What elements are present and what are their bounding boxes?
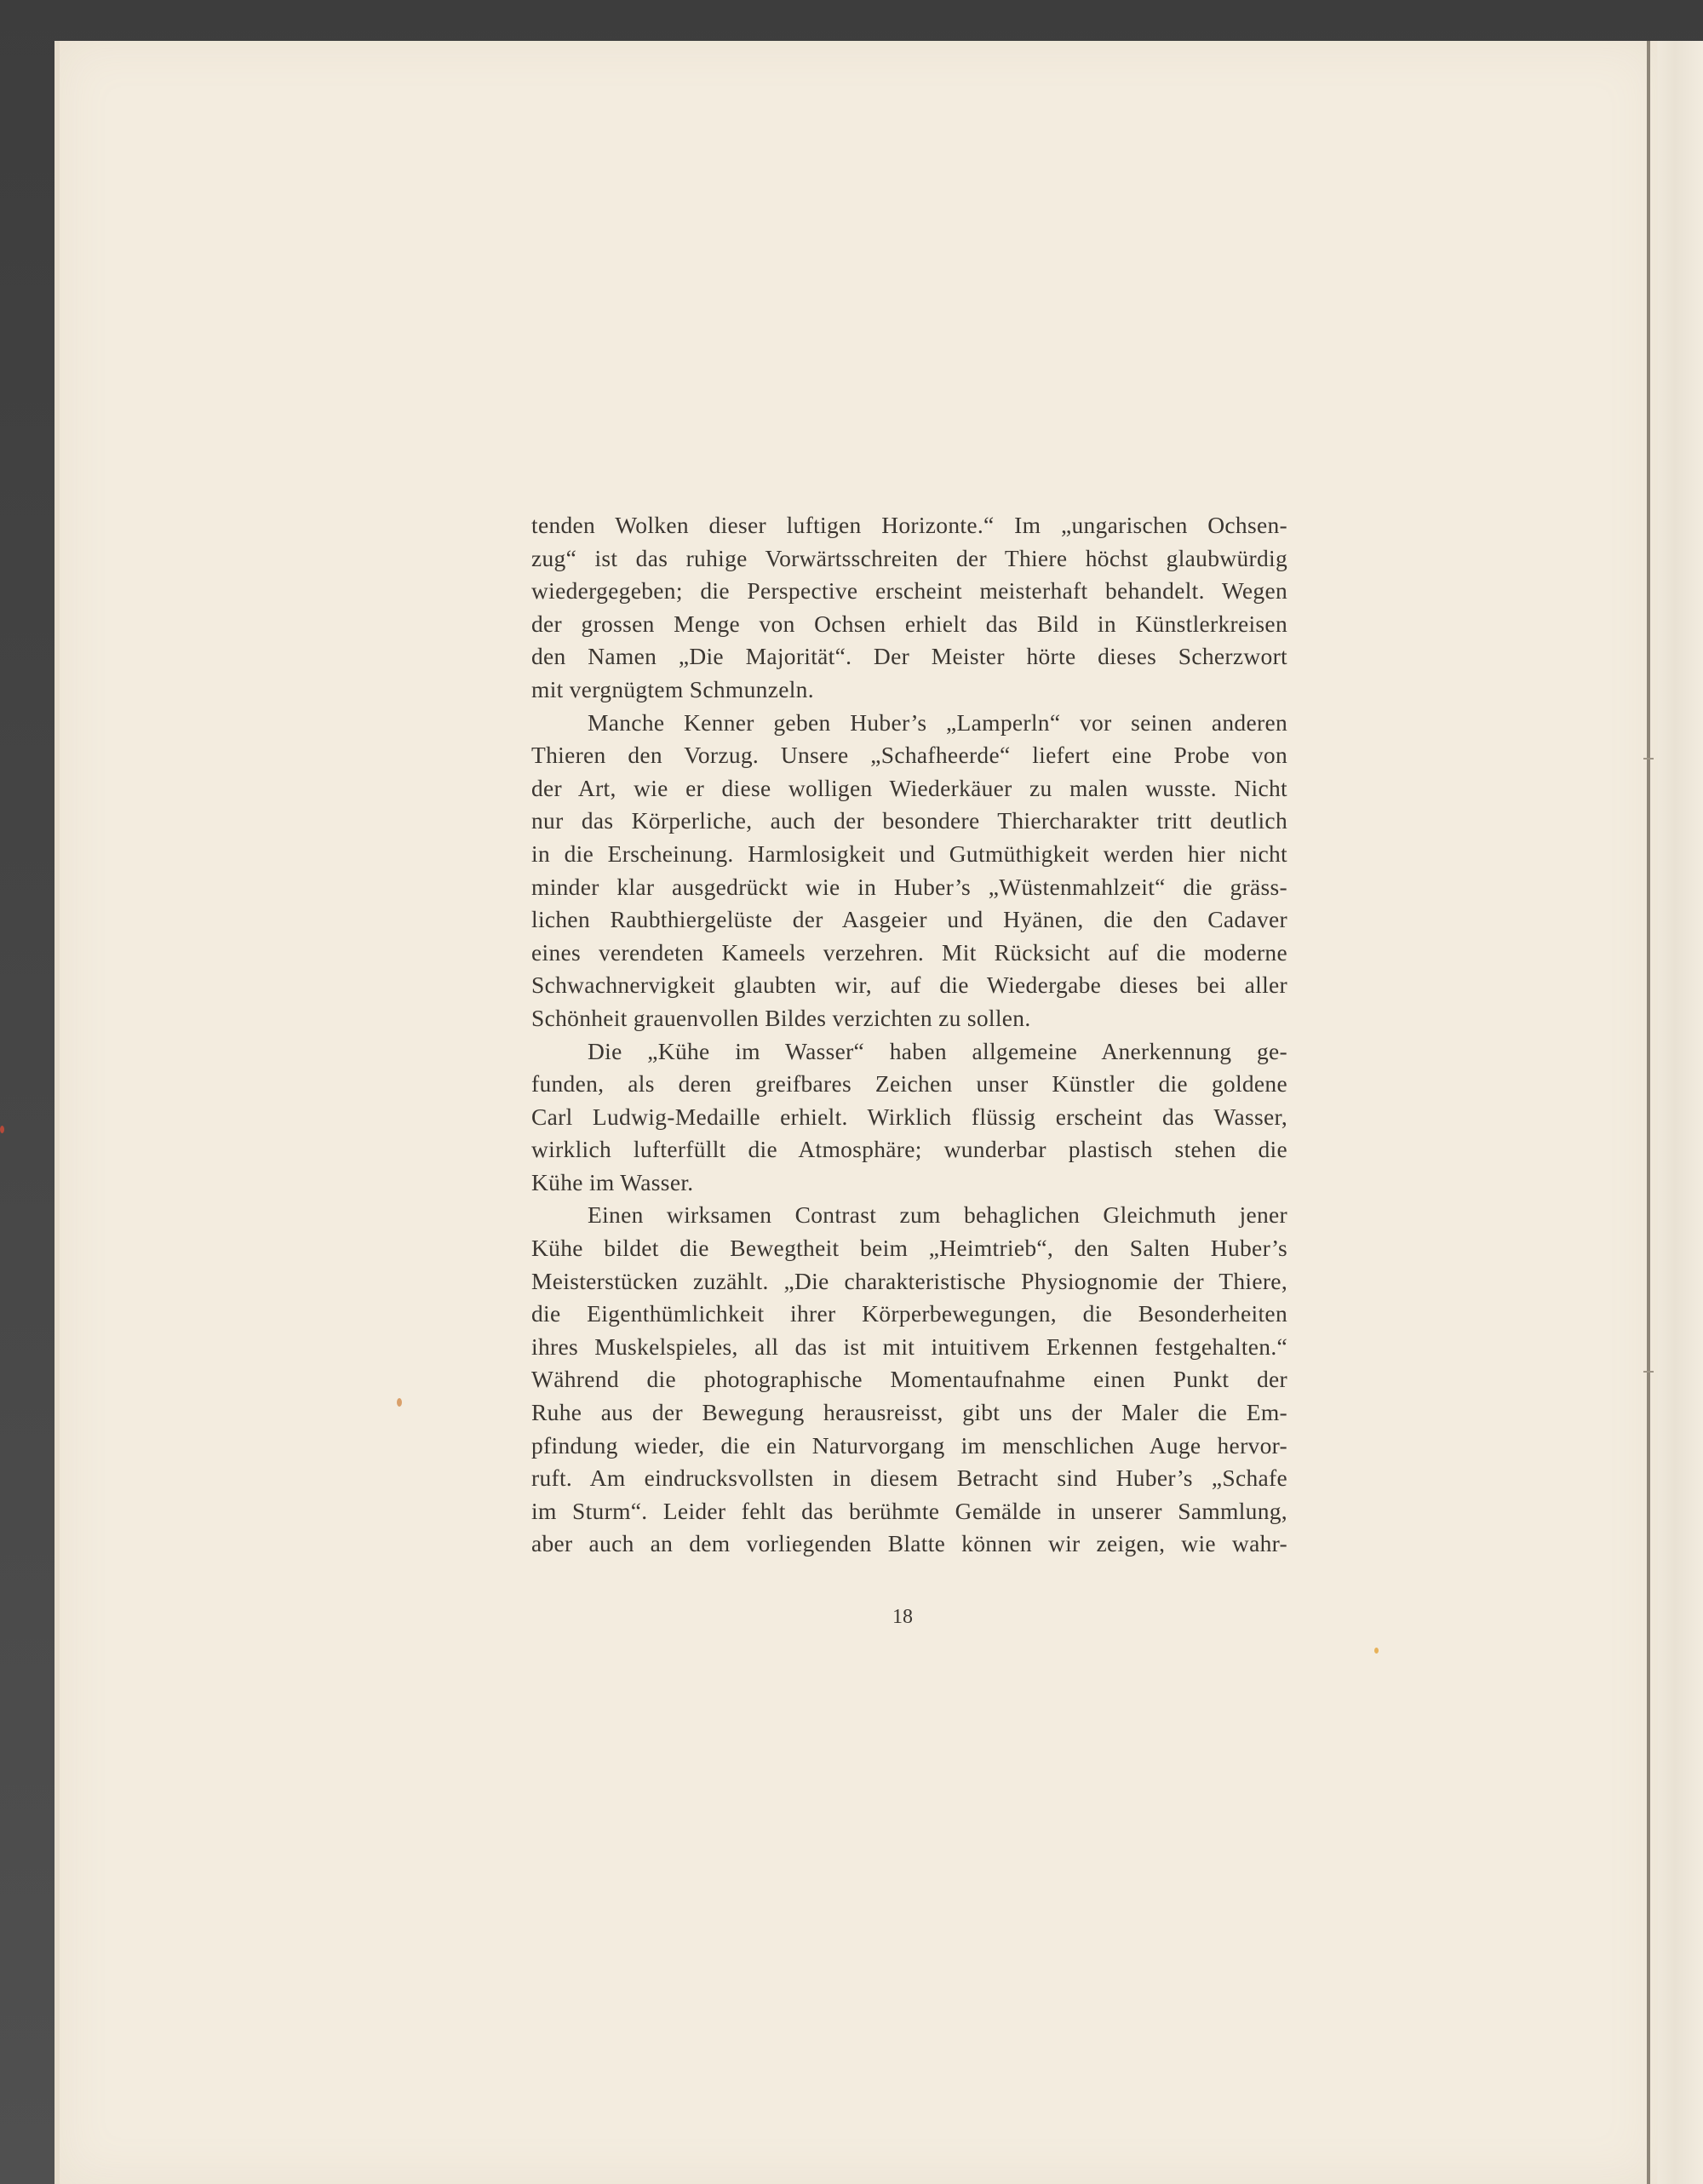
text-line: in die Erscheinung. Harmlosigkeit und Gutmüthigkeit werden hier nicht [531, 840, 1287, 867]
text-line: Einen wirksamen Contrast zum behaglichen Gleichmuth jener [588, 1201, 1287, 1229]
text-line: Die „Kühe im Wasser“ haben allgemeine Anerkennung ge- [588, 1037, 1287, 1064]
paper-speck [0, 1126, 4, 1133]
text-line: Kühe im Wasser. [531, 1168, 694, 1195]
text-line: im Sturm“. Leider fehlt das berühmte Gemälde in unserer Sammlung, [531, 1497, 1287, 1524]
text-line: die Eigenthümlichkeit ihrer Körperbewegungen, die Besonderheiten [531, 1300, 1287, 1327]
text-line: wirklich lufterfüllt die Atmosphäre; wunderbar plastisch stehen die [531, 1136, 1287, 1163]
text-line: Schwachnervigkeit glaubten wir, auf die Wiedergabe dieses bei aller [531, 972, 1287, 999]
paper-speck [1374, 1648, 1379, 1654]
text-line: minder klar ausgedrückt wie in Huber’s „Wüstenmahlzeit“ die gräss- [531, 873, 1287, 900]
text-line: Carl Ludwig-Medaille erhielt. Wirklich flüssig erscheint das Wasser, [531, 1103, 1287, 1130]
text-line: Meisterstücken zuzählt. „Die charakteristische Physiognomie der Thiere, [531, 1267, 1287, 1294]
text-line: der grossen Menge von Ochsen erhielt das Bild in Künstlerkreisen [531, 610, 1287, 637]
text-line: den Namen „Die Majorität“. Der Meister hörte dieses Scherzwort [531, 643, 1287, 670]
text-line: pfindung wieder, die ein Naturvorgang im menschlichen Auge hervor- [531, 1431, 1287, 1459]
page-number: 18 [892, 1606, 913, 1628]
edge-mark [1643, 758, 1654, 760]
text-line: eines verendeten Kameels verzehren. Mit Rücksicht auf die moderne [531, 938, 1287, 966]
text-line: mit vergnügtem Schmunzeln. [531, 675, 814, 702]
body-text [531, 509, 1287, 1561]
text-line: Manche Kenner geben Huber’s „Lamperln“ vor seinen anderen [588, 708, 1287, 736]
text-line: aber auch an dem vorliegenden Blatte können wir zeigen, wie wahr- [531, 1530, 1287, 1557]
text-line: Schönheit grauenvollen Bildes verzichten zu sollen. [531, 1004, 1031, 1031]
text-line: ihres Muskelspieles, all das ist mit intuitivem Erkennen festgehalten.“ [531, 1333, 1287, 1360]
text-line: wiedergegeben; die Perspective erscheint meisterhaft behandelt. Wegen [531, 577, 1287, 605]
text-line: ruft. Am eindrucksvollsten in diesem Betracht sind Huber’s „Schafe [531, 1465, 1287, 1492]
paper-speck [397, 1398, 402, 1407]
text-line: Thieren den Vorzug. Unsere „Schafheerde“ liefert eine Probe von [531, 742, 1287, 769]
text-line: der Art, wie er diese wolligen Wiederkäuer zu malen wusste. Nicht [531, 774, 1287, 801]
text-line: Während die photographische Momentaufnahme einen Punkt der [531, 1366, 1287, 1393]
text-line: Kühe bildet die Bewegtheit beim „Heimtrieb“, den Salten Huber’s [531, 1235, 1287, 1262]
text-line: zug“ ist das ruhige Vorwärtsschreiten der Thiere höchst glaubwürdig [531, 544, 1287, 571]
text-line: lichen Raubthiergelüste der Aasgeier und Hyänen, die den Cadaver [531, 906, 1287, 933]
text-line: tenden Wolken dieser luftigen Horizonte.“ Im „ungarischen Ochsen- [531, 512, 1287, 538]
edge-mark [1643, 1371, 1654, 1373]
page-gutter [1647, 41, 1650, 2184]
text-line: Ruhe aus der Bewegung herausreisst, gibt uns der Maler die Em- [531, 1399, 1287, 1426]
text-line: nur das Körperliche, auch der besondere Thiercharakter tritt deutlich [531, 807, 1287, 834]
text-line: funden, als deren greifbares Zeichen unser Künstler die goldene [531, 1070, 1287, 1098]
